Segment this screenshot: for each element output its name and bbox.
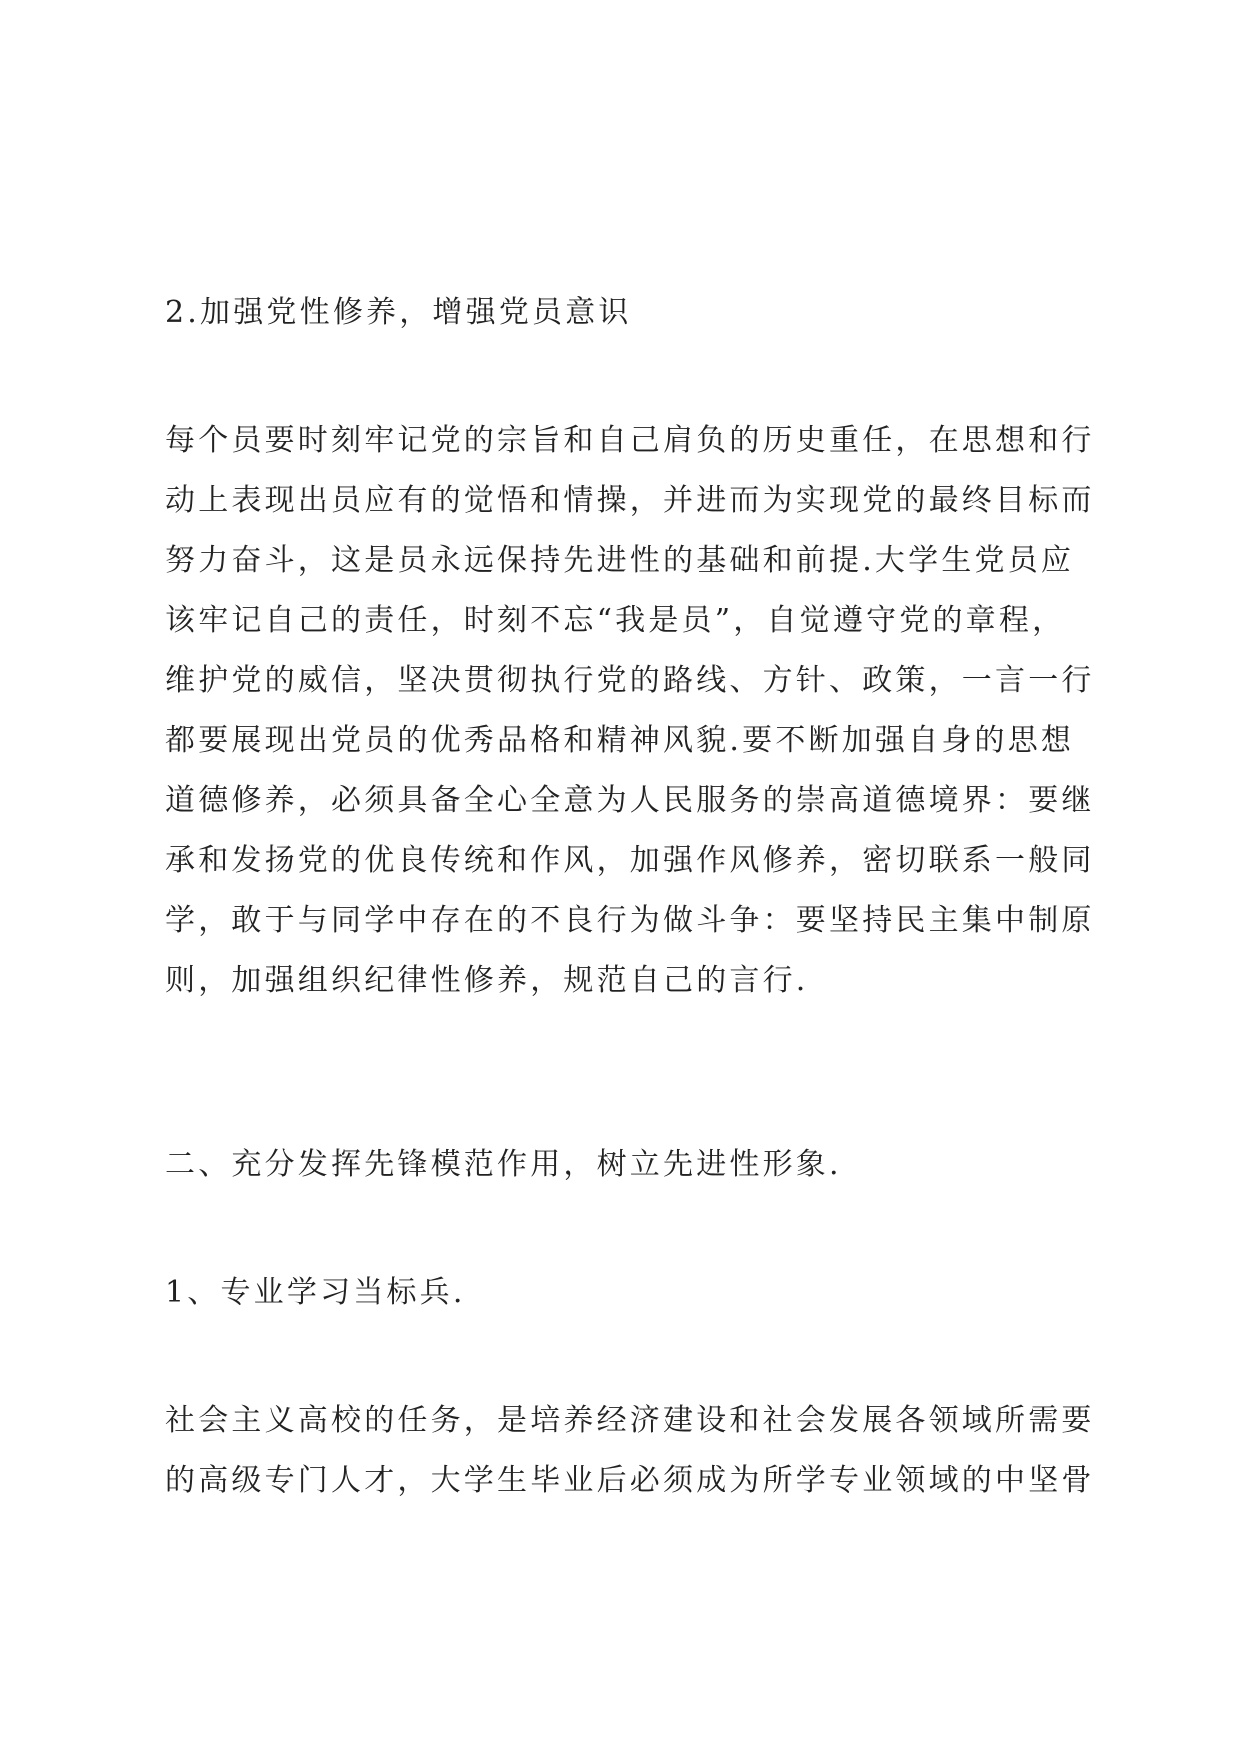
body-paragraph: [165, 1391, 1095, 1511]
heading-text: 1、专业学习当标兵.: [165, 1275, 466, 1310]
heading-text: 2.加强党性修养，增强党员意识: [165, 295, 632, 330]
paragraph-line: 该牢记自己的责任，时刻不忘“我是员”，自觉遵守党的章程，: [165, 603, 1066, 638]
paragraph-line: 承和发扬党的优良传统和作风，加强作风修养，密切联系一般同: [165, 843, 1095, 878]
paragraph-line: 学，敢于与同学中存在的不良行为做斗争：要坚持民主集中制原: [165, 903, 1095, 938]
section-heading: [165, 283, 1095, 343]
paragraph-line: 社会主义高校的任务，是培养经济建设和社会发展各领域所需要: [165, 1403, 1095, 1438]
paragraph-line: 动上表现出员应有的觉悟和情操，并进而为实现党的最终目标而: [165, 483, 1095, 518]
paragraph-line: 道德修养，必须具备全心全意为人民服务的崇高道德境界：要继: [165, 783, 1095, 818]
body-paragraph: [165, 411, 1095, 1011]
paragraph-line: 努力奋斗，这是员永远保持先进性的基础和前提.大学生党员应: [165, 543, 1075, 578]
paragraph-line: 都要展现出党员的优秀品格和精神风貌.要不断加强自身的思想: [165, 723, 1075, 758]
paragraph-line: 维护党的威信，坚决贯彻执行党的路线、方针、政策，一言一行: [165, 663, 1095, 698]
paragraph-line: 的高级专门人才，大学生毕业后必须成为所学专业领域的中坚骨: [165, 1463, 1095, 1498]
heading-text: 二、充分发挥先锋模范作用，树立先进性形象.: [165, 1147, 842, 1182]
paragraph-line: 则，加强组织纪律性修养，规范自己的言行.: [165, 963, 809, 998]
subsection-heading: [165, 1263, 1095, 1323]
paragraph-line: 每个员要时刻牢记党的宗旨和自己肩负的历史重任，在思想和行: [165, 423, 1095, 458]
section-heading: [165, 1135, 1095, 1195]
